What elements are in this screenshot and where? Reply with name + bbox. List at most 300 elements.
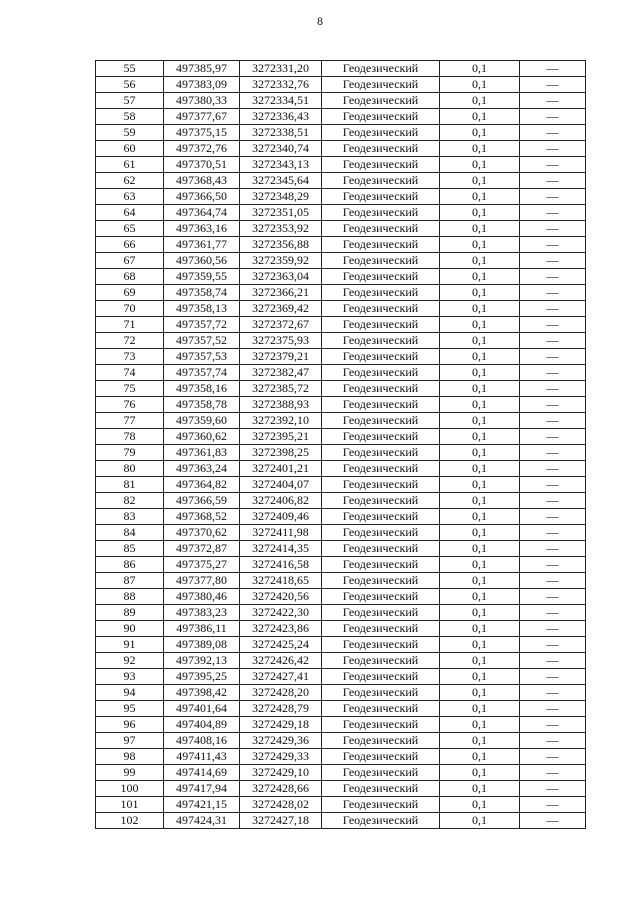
y-coordinate-cell: 3272385,72 — [240, 381, 322, 397]
point-number-cell: 66 — [96, 237, 164, 253]
y-coordinate-cell: 3272420,56 — [240, 589, 322, 605]
method-cell: Геодезический — [322, 797, 440, 813]
table-row — [96, 109, 586, 125]
point-number-cell: 88 — [96, 589, 164, 605]
accuracy-cell: 0,1 — [440, 221, 520, 237]
table-row — [96, 589, 586, 605]
accuracy-cell: 0,1 — [440, 813, 520, 829]
y-coordinate-cell: 3272353,92 — [240, 221, 322, 237]
y-coordinate-cell: 3272414,35 — [240, 541, 322, 557]
y-coordinate-cell: 3272338,51 — [240, 125, 322, 141]
table-row — [96, 301, 586, 317]
method-cell: Геодезический — [322, 157, 440, 173]
method-cell: Геодезический — [322, 237, 440, 253]
x-coordinate-cell: 497386,11 — [164, 621, 240, 637]
point-number-cell: 78 — [96, 429, 164, 445]
accuracy-cell: 0,1 — [440, 525, 520, 541]
table-row — [96, 557, 586, 573]
x-coordinate-cell: 497383,09 — [164, 77, 240, 93]
point-number-cell: 97 — [96, 733, 164, 749]
table-row — [96, 573, 586, 589]
point-number-cell: 96 — [96, 717, 164, 733]
note-cell: — — [520, 317, 586, 333]
table-row — [96, 429, 586, 445]
point-number-cell: 71 — [96, 317, 164, 333]
table-row — [96, 173, 586, 189]
accuracy-cell: 0,1 — [440, 109, 520, 125]
y-coordinate-cell: 3272332,76 — [240, 77, 322, 93]
note-cell: — — [520, 189, 586, 205]
y-coordinate-cell: 3272425,24 — [240, 637, 322, 653]
point-number-cell: 68 — [96, 269, 164, 285]
x-coordinate-cell: 497368,43 — [164, 173, 240, 189]
method-cell: Геодезический — [322, 605, 440, 621]
y-coordinate-cell: 3272428,02 — [240, 797, 322, 813]
accuracy-cell: 0,1 — [440, 509, 520, 525]
method-cell: Геодезический — [322, 141, 440, 157]
table-row — [96, 477, 586, 493]
y-coordinate-cell: 3272345,64 — [240, 173, 322, 189]
x-coordinate-cell: 497395,25 — [164, 669, 240, 685]
y-coordinate-cell: 3272366,21 — [240, 285, 322, 301]
table-row — [96, 349, 586, 365]
method-cell: Геодезический — [322, 573, 440, 589]
accuracy-cell: 0,1 — [440, 557, 520, 573]
accuracy-cell: 0,1 — [440, 717, 520, 733]
x-coordinate-cell: 497358,16 — [164, 381, 240, 397]
note-cell: — — [520, 637, 586, 653]
accuracy-cell: 0,1 — [440, 461, 520, 477]
note-cell: — — [520, 365, 586, 381]
accuracy-cell: 0,1 — [440, 189, 520, 205]
x-coordinate-cell: 497357,52 — [164, 333, 240, 349]
method-cell: Геодезический — [322, 333, 440, 349]
note-cell: — — [520, 717, 586, 733]
accuracy-cell: 0,1 — [440, 429, 520, 445]
method-cell: Геодезический — [322, 269, 440, 285]
method-cell: Геодезический — [322, 285, 440, 301]
table-row — [96, 93, 586, 109]
y-coordinate-cell: 3272427,41 — [240, 669, 322, 685]
note-cell: — — [520, 173, 586, 189]
x-coordinate-cell: 497372,87 — [164, 541, 240, 557]
point-number-cell: 102 — [96, 813, 164, 829]
x-coordinate-cell: 497380,33 — [164, 93, 240, 109]
x-coordinate-cell: 497375,15 — [164, 125, 240, 141]
method-cell: Геодезический — [322, 765, 440, 781]
y-coordinate-cell: 3272375,93 — [240, 333, 322, 349]
point-number-cell: 87 — [96, 573, 164, 589]
y-coordinate-cell: 3272429,33 — [240, 749, 322, 765]
x-coordinate-cell: 497360,62 — [164, 429, 240, 445]
method-cell: Геодезический — [322, 781, 440, 797]
table-row — [96, 749, 586, 765]
method-cell: Геодезический — [322, 749, 440, 765]
note-cell: — — [520, 77, 586, 93]
y-coordinate-cell: 3272428,20 — [240, 685, 322, 701]
point-number-cell: 69 — [96, 285, 164, 301]
y-coordinate-cell: 3272382,47 — [240, 365, 322, 381]
method-cell: Геодезический — [322, 653, 440, 669]
point-number-cell: 73 — [96, 349, 164, 365]
accuracy-cell: 0,1 — [440, 653, 520, 669]
note-cell: — — [520, 525, 586, 541]
y-coordinate-cell: 3272418,65 — [240, 573, 322, 589]
method-cell: Геодезический — [322, 717, 440, 733]
table-row — [96, 157, 586, 173]
method-cell: Геодезический — [322, 493, 440, 509]
note-cell: — — [520, 141, 586, 157]
x-coordinate-cell: 497408,16 — [164, 733, 240, 749]
point-number-cell: 55 — [96, 61, 164, 77]
note-cell: — — [520, 621, 586, 637]
accuracy-cell: 0,1 — [440, 61, 520, 77]
table-row — [96, 685, 586, 701]
accuracy-cell: 0,1 — [440, 605, 520, 621]
method-cell: Геодезический — [322, 733, 440, 749]
note-cell: — — [520, 653, 586, 669]
y-coordinate-cell: 3272426,42 — [240, 653, 322, 669]
accuracy-cell: 0,1 — [440, 125, 520, 141]
point-number-cell: 64 — [96, 205, 164, 221]
table-row — [96, 413, 586, 429]
accuracy-cell: 0,1 — [440, 93, 520, 109]
y-coordinate-cell: 3272395,21 — [240, 429, 322, 445]
table-row — [96, 781, 586, 797]
note-cell: — — [520, 93, 586, 109]
method-cell: Геодезический — [322, 189, 440, 205]
x-coordinate-cell: 497366,50 — [164, 189, 240, 205]
method-cell: Геодезический — [322, 701, 440, 717]
method-cell: Геодезический — [322, 813, 440, 829]
note-cell: — — [520, 269, 586, 285]
note-cell: — — [520, 381, 586, 397]
y-coordinate-cell: 3272429,18 — [240, 717, 322, 733]
table-row — [96, 333, 586, 349]
method-cell: Геодезический — [322, 413, 440, 429]
method-cell: Геодезический — [322, 93, 440, 109]
note-cell: — — [520, 765, 586, 781]
point-number-cell: 98 — [96, 749, 164, 765]
note-cell: — — [520, 333, 586, 349]
y-coordinate-cell: 3272356,88 — [240, 237, 322, 253]
coordinates-table — [95, 60, 586, 829]
table-row — [96, 717, 586, 733]
accuracy-cell: 0,1 — [440, 573, 520, 589]
accuracy-cell: 0,1 — [440, 141, 520, 157]
x-coordinate-cell: 497372,76 — [164, 141, 240, 157]
page-number: 8 — [317, 14, 323, 28]
note-cell: — — [520, 509, 586, 525]
point-number-cell: 62 — [96, 173, 164, 189]
y-coordinate-cell: 3272336,43 — [240, 109, 322, 125]
method-cell: Геодезический — [322, 317, 440, 333]
table-row — [96, 797, 586, 813]
x-coordinate-cell: 497417,94 — [164, 781, 240, 797]
y-coordinate-cell: 3272340,74 — [240, 141, 322, 157]
note-cell: — — [520, 413, 586, 429]
table-row — [96, 61, 586, 77]
accuracy-cell: 0,1 — [440, 333, 520, 349]
table-row — [96, 733, 586, 749]
note-cell: — — [520, 669, 586, 685]
note-cell: — — [520, 605, 586, 621]
y-coordinate-cell: 3272372,67 — [240, 317, 322, 333]
note-cell: — — [520, 701, 586, 717]
table-row — [96, 141, 586, 157]
x-coordinate-cell: 497377,80 — [164, 573, 240, 589]
point-number-cell: 83 — [96, 509, 164, 525]
y-coordinate-cell: 3272428,79 — [240, 701, 322, 717]
table-row — [96, 509, 586, 525]
method-cell: Геодезический — [322, 125, 440, 141]
table-row — [96, 701, 586, 717]
note-cell: — — [520, 221, 586, 237]
table-row — [96, 221, 586, 237]
method-cell: Геодезический — [322, 77, 440, 93]
point-number-cell: 67 — [96, 253, 164, 269]
accuracy-cell: 0,1 — [440, 781, 520, 797]
accuracy-cell: 0,1 — [440, 381, 520, 397]
note-cell: — — [520, 285, 586, 301]
table-row — [96, 669, 586, 685]
x-coordinate-cell: 497364,74 — [164, 205, 240, 221]
table-row — [96, 525, 586, 541]
x-coordinate-cell: 497380,46 — [164, 589, 240, 605]
note-cell: — — [520, 477, 586, 493]
note-cell: — — [520, 237, 586, 253]
y-coordinate-cell: 3272406,82 — [240, 493, 322, 509]
table-row — [96, 125, 586, 141]
x-coordinate-cell: 497364,82 — [164, 477, 240, 493]
x-coordinate-cell: 497370,51 — [164, 157, 240, 173]
accuracy-cell: 0,1 — [440, 733, 520, 749]
note-cell: — — [520, 461, 586, 477]
note-cell: — — [520, 157, 586, 173]
x-coordinate-cell: 497357,74 — [164, 365, 240, 381]
x-coordinate-cell: 497424,31 — [164, 813, 240, 829]
table-row — [96, 541, 586, 557]
point-number-cell: 77 — [96, 413, 164, 429]
point-number-cell: 94 — [96, 685, 164, 701]
accuracy-cell: 0,1 — [440, 173, 520, 189]
note-cell: — — [520, 589, 586, 605]
point-number-cell: 99 — [96, 765, 164, 781]
coordinates-table-body — [96, 61, 586, 829]
point-number-cell: 95 — [96, 701, 164, 717]
table-row — [96, 637, 586, 653]
note-cell: — — [520, 125, 586, 141]
y-coordinate-cell: 3272351,05 — [240, 205, 322, 221]
x-coordinate-cell: 497375,27 — [164, 557, 240, 573]
point-number-cell: 72 — [96, 333, 164, 349]
point-number-cell: 75 — [96, 381, 164, 397]
table-row — [96, 189, 586, 205]
method-cell: Геодезический — [322, 221, 440, 237]
accuracy-cell: 0,1 — [440, 237, 520, 253]
table-row — [96, 237, 586, 253]
x-coordinate-cell: 497383,23 — [164, 605, 240, 621]
accuracy-cell: 0,1 — [440, 397, 520, 413]
accuracy-cell: 0,1 — [440, 317, 520, 333]
point-number-cell: 74 — [96, 365, 164, 381]
x-coordinate-cell: 497363,16 — [164, 221, 240, 237]
point-number-cell: 101 — [96, 797, 164, 813]
table-row — [96, 77, 586, 93]
table-row — [96, 317, 586, 333]
accuracy-cell: 0,1 — [440, 365, 520, 381]
point-number-cell: 61 — [96, 157, 164, 173]
point-number-cell: 70 — [96, 301, 164, 317]
table-row — [96, 205, 586, 221]
note-cell: — — [520, 733, 586, 749]
accuracy-cell: 0,1 — [440, 669, 520, 685]
x-coordinate-cell: 497361,77 — [164, 237, 240, 253]
y-coordinate-cell: 3272429,10 — [240, 765, 322, 781]
y-coordinate-cell: 3272359,92 — [240, 253, 322, 269]
y-coordinate-cell: 3272348,29 — [240, 189, 322, 205]
x-coordinate-cell: 497358,78 — [164, 397, 240, 413]
table-row — [96, 269, 586, 285]
x-coordinate-cell: 497357,72 — [164, 317, 240, 333]
x-coordinate-cell: 497389,08 — [164, 637, 240, 653]
y-coordinate-cell: 3272422,30 — [240, 605, 322, 621]
table-row — [96, 653, 586, 669]
note-cell: — — [520, 109, 586, 125]
method-cell: Геодезический — [322, 461, 440, 477]
note-cell: — — [520, 445, 586, 461]
method-cell: Геодезический — [322, 349, 440, 365]
method-cell: Геодезический — [322, 253, 440, 269]
table-row — [96, 445, 586, 461]
point-number-cell: 65 — [96, 221, 164, 237]
method-cell: Геодезический — [322, 541, 440, 557]
y-coordinate-cell: 3272334,51 — [240, 93, 322, 109]
note-cell: — — [520, 301, 586, 317]
point-number-cell: 80 — [96, 461, 164, 477]
point-number-cell: 85 — [96, 541, 164, 557]
method-cell: Геодезический — [322, 669, 440, 685]
note-cell: — — [520, 205, 586, 221]
accuracy-cell: 0,1 — [440, 797, 520, 813]
y-coordinate-cell: 3272411,98 — [240, 525, 322, 541]
point-number-cell: 63 — [96, 189, 164, 205]
method-cell: Геодезический — [322, 429, 440, 445]
point-number-cell: 60 — [96, 141, 164, 157]
point-number-cell: 100 — [96, 781, 164, 797]
method-cell: Геодезический — [322, 685, 440, 701]
x-coordinate-cell: 497360,56 — [164, 253, 240, 269]
note-cell: — — [520, 253, 586, 269]
method-cell: Геодезический — [322, 477, 440, 493]
y-coordinate-cell: 3272343,13 — [240, 157, 322, 173]
note-cell: — — [520, 429, 586, 445]
x-coordinate-cell: 497401,64 — [164, 701, 240, 717]
x-coordinate-cell: 497358,74 — [164, 285, 240, 301]
y-coordinate-cell: 3272404,07 — [240, 477, 322, 493]
y-coordinate-cell: 3272423,86 — [240, 621, 322, 637]
note-cell: — — [520, 797, 586, 813]
x-coordinate-cell: 497392,13 — [164, 653, 240, 669]
y-coordinate-cell: 3272401,21 — [240, 461, 322, 477]
y-coordinate-cell: 3272398,25 — [240, 445, 322, 461]
accuracy-cell: 0,1 — [440, 701, 520, 717]
accuracy-cell: 0,1 — [440, 269, 520, 285]
note-cell: — — [520, 349, 586, 365]
method-cell: Геодезический — [322, 365, 440, 381]
y-coordinate-cell: 3272392,10 — [240, 413, 322, 429]
point-number-cell: 81 — [96, 477, 164, 493]
x-coordinate-cell: 497414,69 — [164, 765, 240, 781]
accuracy-cell: 0,1 — [440, 157, 520, 173]
method-cell: Геодезический — [322, 637, 440, 653]
point-number-cell: 56 — [96, 77, 164, 93]
y-coordinate-cell: 3272427,18 — [240, 813, 322, 829]
y-coordinate-cell: 3272379,21 — [240, 349, 322, 365]
accuracy-cell: 0,1 — [440, 749, 520, 765]
table-row — [96, 461, 586, 477]
method-cell: Геодезический — [322, 621, 440, 637]
point-number-cell: 79 — [96, 445, 164, 461]
accuracy-cell: 0,1 — [440, 285, 520, 301]
accuracy-cell: 0,1 — [440, 493, 520, 509]
table-row — [96, 285, 586, 301]
table-row — [96, 621, 586, 637]
table-row — [96, 381, 586, 397]
point-number-cell: 86 — [96, 557, 164, 573]
x-coordinate-cell: 497361,83 — [164, 445, 240, 461]
accuracy-cell: 0,1 — [440, 301, 520, 317]
point-number-cell: 59 — [96, 125, 164, 141]
x-coordinate-cell: 497363,24 — [164, 461, 240, 477]
accuracy-cell: 0,1 — [440, 205, 520, 221]
x-coordinate-cell: 497404,89 — [164, 717, 240, 733]
note-cell: — — [520, 541, 586, 557]
note-cell: — — [520, 493, 586, 509]
note-cell: — — [520, 749, 586, 765]
x-coordinate-cell: 497398,42 — [164, 685, 240, 701]
method-cell: Геодезический — [322, 109, 440, 125]
accuracy-cell: 0,1 — [440, 477, 520, 493]
point-number-cell: 90 — [96, 621, 164, 637]
x-coordinate-cell: 497366,59 — [164, 493, 240, 509]
accuracy-cell: 0,1 — [440, 765, 520, 781]
point-number-cell: 76 — [96, 397, 164, 413]
x-coordinate-cell: 497357,53 — [164, 349, 240, 365]
accuracy-cell: 0,1 — [440, 77, 520, 93]
point-number-cell: 89 — [96, 605, 164, 621]
accuracy-cell: 0,1 — [440, 445, 520, 461]
x-coordinate-cell: 497370,62 — [164, 525, 240, 541]
note-cell: — — [520, 813, 586, 829]
accuracy-cell: 0,1 — [440, 541, 520, 557]
x-coordinate-cell: 497359,55 — [164, 269, 240, 285]
table-row — [96, 253, 586, 269]
point-number-cell: 57 — [96, 93, 164, 109]
method-cell: Геодезический — [322, 397, 440, 413]
method-cell: Геодезический — [322, 589, 440, 605]
table-row — [96, 765, 586, 781]
x-coordinate-cell: 497359,60 — [164, 413, 240, 429]
table-row — [96, 397, 586, 413]
x-coordinate-cell: 497358,13 — [164, 301, 240, 317]
x-coordinate-cell: 497377,67 — [164, 109, 240, 125]
y-coordinate-cell: 3272409,46 — [240, 509, 322, 525]
accuracy-cell: 0,1 — [440, 253, 520, 269]
point-number-cell: 93 — [96, 669, 164, 685]
table-row — [96, 813, 586, 829]
point-number-cell: 91 — [96, 637, 164, 653]
